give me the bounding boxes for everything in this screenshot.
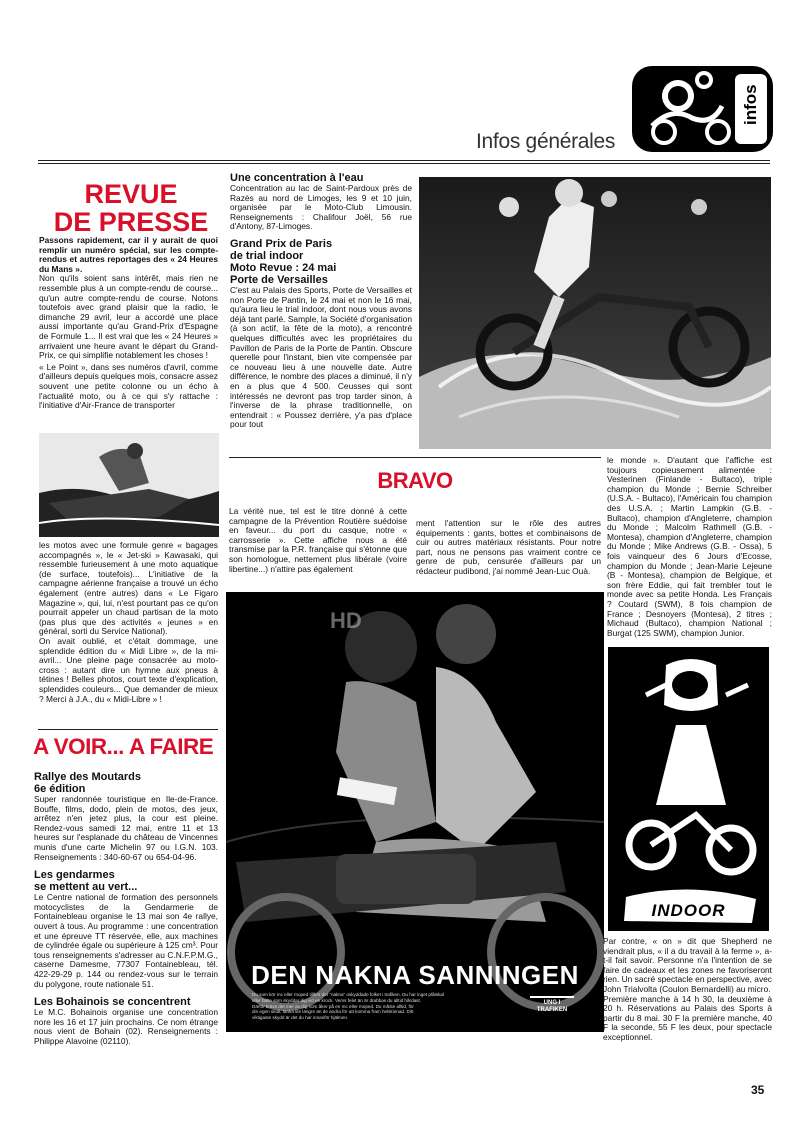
poster-logo: UNG I TRAFIKEN [530,996,574,1014]
revue-title: REVUE DE PRESSE [53,179,209,237]
revue-paragraph-2: « Le Point », dans ses numéros d'avril, comme d'ailleurs depuis quelques mois, consacre assez souvent une petite colonne ou un écho à l'actualité moto, ou à ce qui s'y rattache : l'initiative d'Air-France de transporter [39,361,218,411]
bravo-paragraph-4: Par contre, « on » dit que Shepherd ne viendrait plus, « il a du travail à la ferme », a-t-il fait savoir. Personne n'a l'intention de se faire de cadeaux et les zones ne favoriseront rien. Un sacré spectacle en perspective, avec John Trialvolta (Coulon Bernardelli) au micro. Première manche à 14 h 30, la deuxième à 20 h. Réservations au Palais des Sports à partir du 8 mai. 30 F la première manche, 40 F la seconde, 55 F les deux, pour spectacle exceptionnel. [603,936,772,1042]
infos-logo [632,66,773,152]
poster-text-1: Du som kör mc eller moped tillhör det "nakna" oskyddade folket i trafiken. Du har inget plåtskal [252,992,444,997]
trial-photo [419,177,771,449]
page-number: 35 [751,1083,765,1097]
watermark: HD [330,608,362,633]
poster-text-3: Därför krävs det mer av dig som åker på en mc eller moped. Du måste alltid, för [252,1003,414,1009]
logo-text: infos [741,84,760,125]
avoir-paragraph-2: Le Centre national de formation des personnels motocyclistes de la Gendarmerie de Fontainebleau organise le 13 mai son 4e rallye, ouvert à tous. Au programme : une concentration et une épreuve TT réservée, elle, aux machines de cylindrée égale ou supérieure à 125 cm³. Pour tous renseignements s'adresser au C.N.F.P.M.G., caserne Damesme, 77307 Fontainebleau, tél. 422-29-29 p. 144 ou rendez-vous sur le terrain du polygone, route nationale 51. [34,892,218,989]
grand-prix-paragraph: C'est au Palais des Sports, Porte de Versailles et non Porte de Pantin, le 24 mai et non le 16 mai, qu'aura lieu le trial indoor, dont nous vous avons déjà tant parlé. Sample, la Société d'organisation (à son actif, la fête de la moto), a rencontré quelques difficultés avec les propriétaires du Pavillon de Paris de la Porte de Pantin. Obscure querelle pour l'instant, bien vite compensée par ce nouveau lieu à une nouvelle date. Autre différence, le nombre des places a diminué, il n'y en a plus que 4 500. Ceusses qui sont intéressés ne devront pas trop tarder sinon, à l'inverse de la phrase traditionnelle, on entendrait : « Poussez derrière, y'a pas d'place pour tout [230,284,412,430]
grand-prix-heading: Grand Prix de Paris de trial indoor Moto Revue : 24 mai Porte de Versailles [230,237,337,286]
jetski-photo [39,433,219,537]
avoir-paragraph-1: Super randonnée touristique en Ile-de-France. Bouffe, films, dodo, plein de motos, des jeux, arrêtez n'en jetez plus, la cour est pleine. Rendez-vous samedi 12 mai, entre 11 et 13 heures sur l'esplanade du château de Vincennes munis d'une carte Michelin 97 ou I.G.N. 103. Renseignements : 340-60-67 ou 654-04-96. [34,794,218,862]
cartoon-label: INDOOR [651,901,726,920]
bravo-paragraph-2: ment l'attention sur le rôle des autres équipements : gants, bottes et combinaisons de cuir ou autres matériaux résistants. Pour notre part, nous ne pensons pas vraiment contre ce genre de pub, censurée d'ailleurs par un rédacteur pudibond, j'ai nommé Jean-Luc Ouà. [416,518,601,576]
bravo-paragraph-1: La vérité nue, tel est le titre donné à cette campagne de la Prévention Routière suédoise en faveur... du port du casque, notre « carrosserie ». Cette affiche nous a été transmise par la P.R. française qui s'étonne que son homologue, nettement plus libérale (voire libertine...) n'attire pas également [229,506,407,574]
concentration-paragraph: Concentration au lac de Saint-Pardoux près de Razès au nord de Limoges, les 9 et 10 juin, organisée par le Moto-Club Limousin. Renseignements : Chalifour Joël, 56 rue d'Antony, 87-Limoges. [230,183,412,232]
avoir-rule [38,729,218,730]
poster-text-5: viktigaste skydd är det du har innanför hjälmen. [252,1015,349,1021]
avoir-heading-1: Rallye des Moutards 6e édition [34,771,141,795]
concentration-heading: Une concentration à l'eau [230,172,364,184]
indoor-cartoon [606,645,771,933]
avoir-heading-3: Les Bohainois se concentrent [34,996,191,1009]
avoir-title: A VOIR... A FAIRE [33,734,214,759]
revue-paragraph-3: les motos avec une formule genre « bagages accompagnés », le « Jet-ski » Kawasaki, qui ressemble furieusement à une moto aquatique (de surface, toutefois)... L'initiative de la campagne aérienne française a trouvé un écho également (entre autres) dans « Le Figaro Magazine », qui, lui, n'est pourtant pas ce qu'on pourrait appeler un chaud partisan de la moto (pas plus que des activités « jeunes » en général, sorti du Service National). On avait oublié, et c'était dommage, une splendide édition du « Midi Libre », de la mi-avril... Une pleine page consacrée au moto-cross : autant dire un hymne aux pneus à tétines ! Belles photos, court texte d'explication, splendides couleurs... Que demander de mieux ? Merci à J.A., du « Midi-Libre » ! [39,540,218,704]
bravo-rule [229,457,601,458]
header-rule [38,160,770,161]
poster-photo [226,592,604,1032]
bravo-title: BRAVO [377,468,453,493]
section-label: Infos générales [476,130,616,153]
poster-headline: DEN NAKNA SANNINGEN [251,960,579,990]
header-rule-2 [38,163,770,164]
poster-text-2: eller bälte som skyddar dig vid en krock. Vems felet än är drabbas du alltid hårdast. [252,997,422,1003]
avoir-heading-2: Les gendarmes se mettent au vert... [34,869,138,894]
bravo-paragraph-3: le monde ». D'autant que l'affiche est toujours copieusement alimentée : Vesterinen (Finlande - Bultaco), triple champion du Monde ; Bernie Schreiber (U.S.A. - Bultaco), l'Américain fou champion des U.S.A. ; Martin Lampkin (G.B. - Bultaco), champion d'Angleterre, champion du Monde ; Malcolm Rathmell (G.B. - Montesa), champion d'Angleterre, champion du Monde ; Mike Andrews (G.B. - Ossa), 5 fois vainqueur des 6 Jours d'Ecosse, champion du Monde ; Jean-Marie Lejeune (B - Montesa), champion de Belgique, et son frère Eddie, qui fait trembler tout le monde avec sa petite Honda. Les Français ? Coutard (SWM), 8 fois champion de France ; Desnoyers (Montesa), 2 titres ; Michaud (Bultaco), champion National ; Burgat (125 SWM), champion Junior. [607,455,772,638]
revue-intro: Passons rapidement, car il y aurait de quoi remplir un numéro spécial, sur les compte-rendus et autres reportages des « 24 Heures du Mans ». [39,235,218,274]
revue-paragraph-1: Non qu'ils soient sans intérêt, mais rien ne ressemble plus à un compte-rendu de course... qu'un autre compte-rendu de course. Notons toutefois avec grand plaisir que la radio, le dimanche 29 avril, leur a accordé une place aussi importante qu'au Grand-Prix d'Espagne de Formule 1... Il est vrai que les « 24 Heures » arrivaient une heure avant le départ du Grand-Prix, ce qui simplifie notablement les choses ! [39,273,218,361]
avoir-paragraph-3: Le M.C. Bohainois organise une concentration nore les 16 et 17 juin prochains. Ce nom étrange nous vient de Bohain (02). Renseignements : Philippe Alavoine (02110). [34,1007,218,1046]
poster-text-4: din egen skull, tänka lite längre än de andra för att komma fram helskinnad. Ditt [252,1009,414,1015]
